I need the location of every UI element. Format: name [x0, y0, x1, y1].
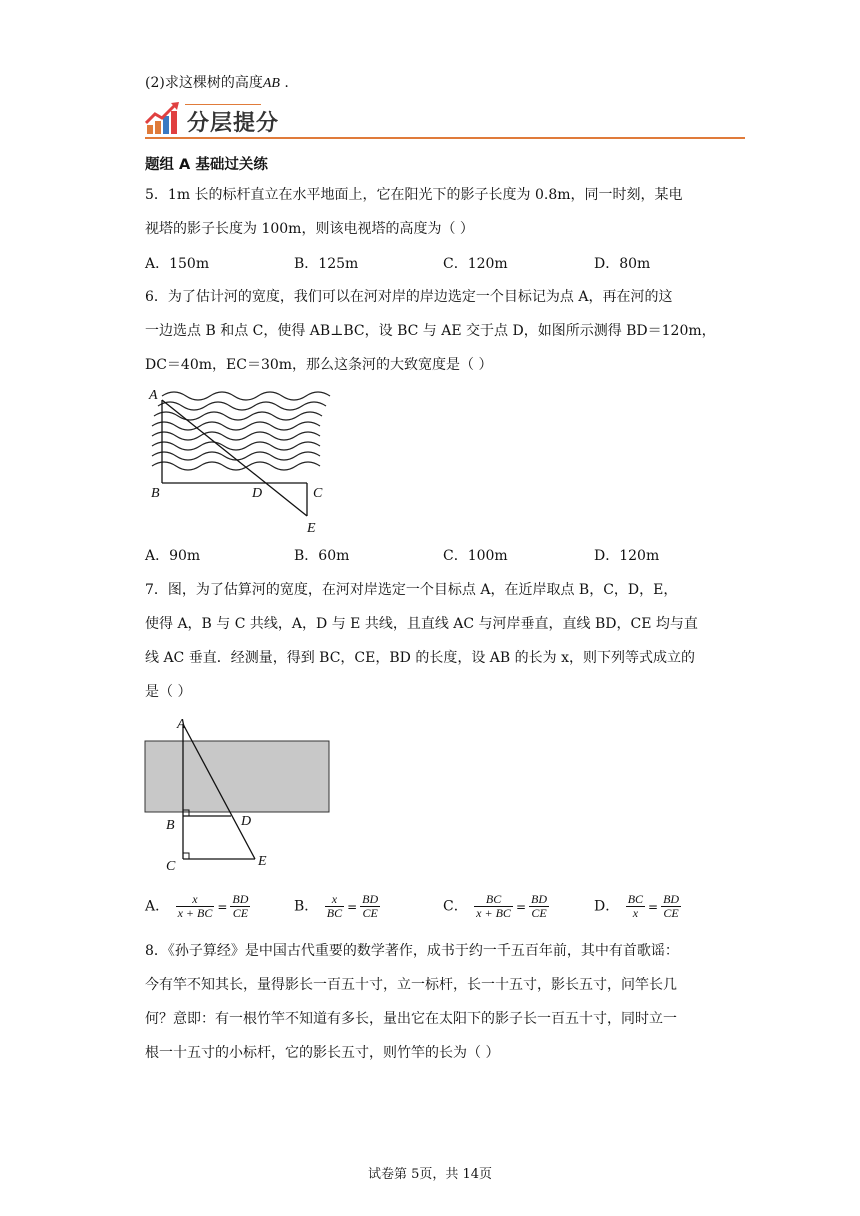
q6-option-a[interactable]: A．90m — [145, 548, 201, 564]
q7-label-d: D — [241, 814, 252, 829]
fraction: $\frac{BC}{x + BC}$ — [476, 892, 511, 920]
fraction: $\frac{BD}{CE}$ — [362, 892, 379, 920]
q7-option-c[interactable]: C． $\frac{BC}{x + BC}$ = $\frac{BD}{CE}$ — [443, 892, 547, 920]
header-top-rule — [185, 104, 261, 105]
option-label: B． — [294, 898, 319, 915]
q8-line-4: 根一十五寸的小标杆，它的影长五寸，则竹竿的长为（ ） — [145, 1045, 500, 1061]
q7-option-a[interactable]: A． $\frac{x}{x + BC}$ = $\frac{BD}{CE}$ — [145, 892, 249, 920]
fraction: $\frac{x}{BC}$ — [326, 892, 343, 920]
section-title: 分层提分 — [187, 111, 280, 136]
question-suffix: . — [279, 75, 289, 91]
q7-label-c: C — [166, 859, 176, 874]
fraction: $\frac{BD}{CE}$ — [663, 892, 680, 920]
fraction: $\frac{BD}{CE}$ — [531, 892, 547, 920]
q6-label-c: C — [313, 486, 323, 501]
question-text: (2)求这棵树的高度 — [145, 75, 263, 91]
section-divider — [145, 137, 745, 139]
q7-option-b[interactable]: B． $\frac{x}{BC}$ = $\frac{BD}{CE}$ — [294, 892, 379, 920]
q7-label-b: B — [166, 818, 175, 833]
q5-option-d[interactable]: D．80m — [594, 256, 651, 272]
q7-line-3: 线 AC 垂直．经测量，得到 BC，CE，BD 的长度，设 AB 的长为 x，则下列等式成立的 — [145, 650, 695, 666]
q6-option-b[interactable]: B．60m — [294, 548, 350, 564]
question-2-line — [145, 74, 289, 93]
growth-chart-icon — [145, 101, 181, 135]
option-label: C． — [443, 898, 468, 915]
group-title: 题组 A 基础过关练 — [145, 157, 268, 173]
q6-label-e: E — [307, 521, 316, 536]
right-angle-marks — [183, 810, 189, 859]
river-band — [145, 741, 329, 812]
river-waves — [152, 392, 330, 470]
q5-option-b[interactable]: B．125m — [294, 256, 359, 272]
q6-line-2: 一边选点 B 和点 C，使得 AB⊥BC，设 BC 与 AE 交于点 D，如图所示测得 BD＝120m， — [145, 323, 716, 339]
q7-label-e: E — [258, 854, 267, 869]
q8-line-2: 今有竿不知其长，量得影长一百五十寸，立一标杆，长一十五寸，影长五寸，问竿长几 — [145, 977, 677, 993]
q6-line-1: 6．为了估计河的宽度，我们可以在河对岸的岸边选定一个目标记为点 A，再在河的这 — [145, 289, 673, 305]
question-var: AB — [262, 76, 280, 91]
q6-label-b: B — [151, 486, 160, 501]
q7-line-4: 是（ ） — [145, 684, 192, 700]
q5-line-1: 5．1m 长的标杆直立在水平地面上，它在阳光下的影子长度为 0.8m，同一时刻，某电 — [145, 187, 683, 203]
q5-line-2: 视塔的影子长度为 100m，则该电视塔的高度为（ ） — [145, 221, 474, 237]
fraction: $\frac{BC}{x}$ — [627, 892, 644, 920]
q5-option-c[interactable]: C．120m — [443, 256, 508, 272]
q7-label-a: A — [177, 717, 186, 732]
fraction: $\frac{BD}{CE}$ — [232, 892, 249, 920]
q7-line-1: 7．图，为了估算河的宽度，在河对岸选定一个目标点 A，在近岸取点 B，C，D，E， — [145, 582, 678, 598]
q7-line-2: 使得 A，B 与 C 共线，A，D 与 E 共线，且直线 AC 与河岸垂直，直线 BD，CE 均与直 — [145, 616, 698, 632]
q7-river-figure — [140, 712, 340, 877]
fraction: $\frac{x}{x + BC}$ — [177, 892, 213, 920]
option-label: A． — [145, 898, 170, 915]
q5-option-a[interactable]: A．150m — [145, 256, 210, 272]
q6-label-d: D — [252, 486, 263, 501]
q8-line-3: 何？意即：有一根竹竿不知道有多长，量出它在太阳下的影子长一百五十寸，同时立一 — [145, 1011, 677, 1027]
option-label: D． — [594, 898, 620, 915]
q6-option-d[interactable]: D．120m — [594, 548, 660, 564]
q6-river-figure — [140, 380, 340, 540]
q6-triangle — [162, 400, 307, 516]
q7-option-d[interactable]: D． $\frac{BC}{x}$ = $\frac{BD}{CE}$ — [594, 892, 680, 920]
page-footer: 试卷第 5页，共 14页 — [367, 1167, 493, 1182]
q6-line-3: DC＝40m，EC＝30m，那么这条河的大致宽度是（ ） — [145, 357, 493, 373]
q6-option-c[interactable]: C．100m — [443, 548, 508, 564]
q6-label-a: A — [149, 388, 158, 403]
q8-line-1: 8．《孙子算经》是中国古代重要的数学著作，成书于约一千五百年前，其中有首歌谣： — [145, 943, 679, 959]
